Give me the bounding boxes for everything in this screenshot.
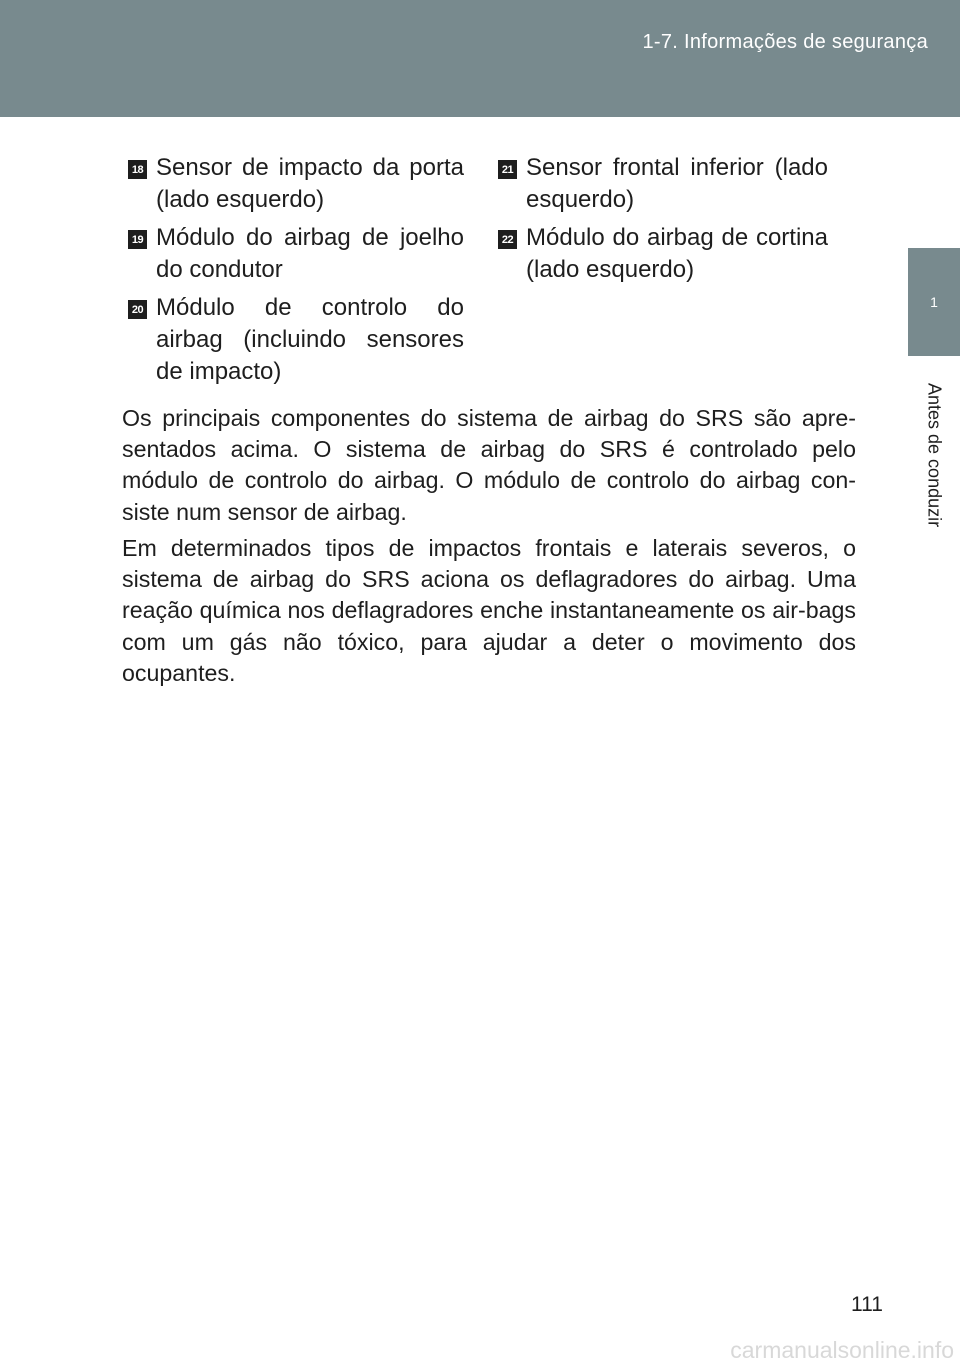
legend-number-badge: 22 — [498, 230, 517, 249]
legend-column-right — [498, 152, 828, 394]
legend-item — [498, 152, 828, 216]
legend-item-text: Sensor de impacto da porta (lado esquerdo) — [156, 154, 464, 213]
watermark: carmanualsonline.info — [730, 1337, 954, 1363]
legend-item-text: Módulo do airbag de cortina (lado esquerdo) — [526, 224, 828, 283]
body-paragraph: Em determinados tipos de impactos frontais e laterais severos, o sistema de airbag do SRS aciona os deflagradores do airbag. Uma reação química nos deflagradores enche instantaneamente os air-bags com um gás não tóxico, para ajudar a deter o movimento dos ocupantes. — [122, 535, 856, 686]
chapter-title: Antes de conduzir — [924, 382, 945, 528]
legend-item — [498, 222, 828, 286]
legend-item — [128, 222, 464, 286]
legend-number-badge: 21 — [498, 160, 517, 179]
legend-number-badge: 18 — [128, 160, 147, 179]
section-title: 1-7. Informações de segurança — [642, 31, 928, 53]
chapter-tab — [908, 248, 960, 356]
page-number: 111 — [851, 1293, 883, 1316]
legend-item-text: Módulo do airbag de joelho do condutor — [156, 224, 464, 283]
chapter-title-container — [914, 360, 954, 550]
body-paragraph: Os principais componentes do sistema de airbag do SRS são apre-sentados acima. O sistema de airbag do SRS é controlado pelo módulo de controlo do airbag. O módulo de controlo do airbag con-siste num sensor de airbag. — [122, 405, 856, 525]
legend-item-text: Sensor frontal inferior (lado esquerdo) — [526, 154, 828, 213]
legend-item — [128, 152, 464, 216]
page-header — [0, 0, 960, 117]
legend-column-left — [128, 152, 464, 394]
legend-number-badge: 19 — [128, 230, 147, 249]
legend-item-text: Módulo de controlo do airbag (incluindo sensores de impacto) — [156, 294, 464, 385]
legend-item — [128, 292, 464, 388]
component-legend — [128, 152, 828, 394]
chapter-number: 1 — [930, 294, 938, 310]
legend-number-badge: 20 — [128, 300, 147, 319]
